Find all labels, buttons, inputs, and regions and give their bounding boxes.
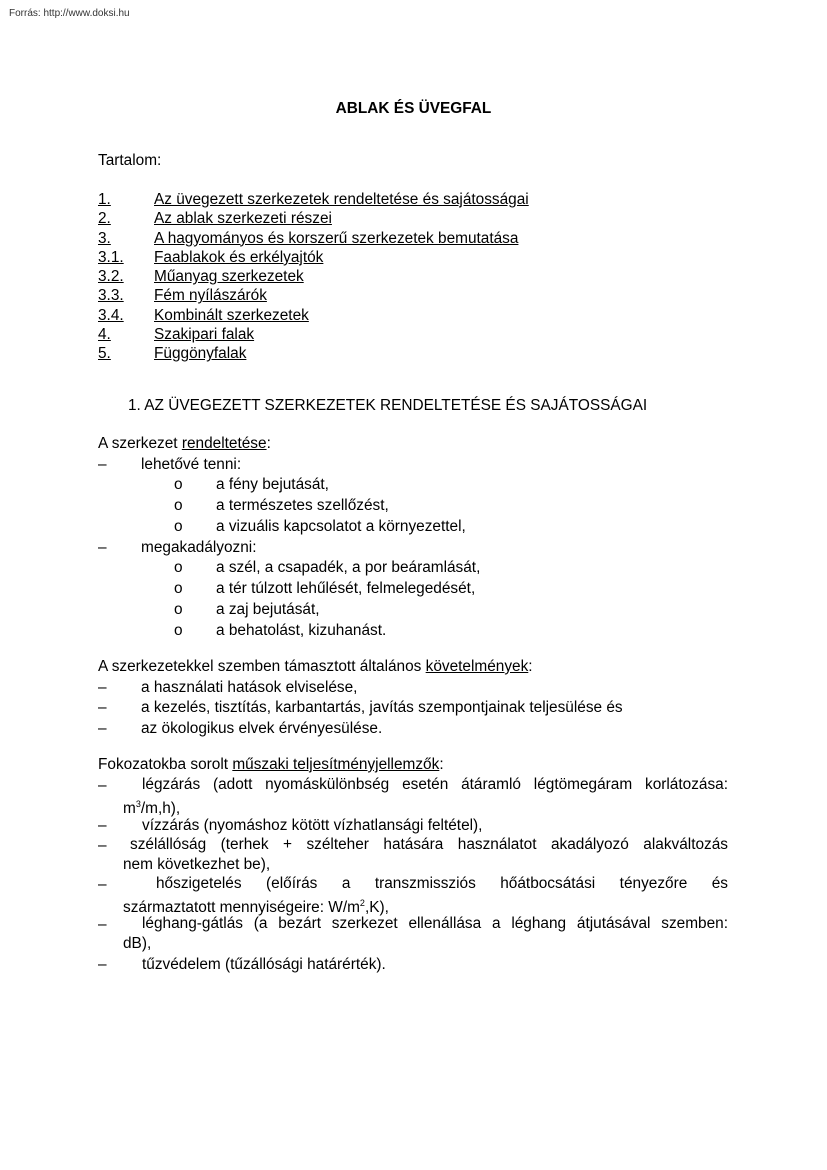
performance-item-sound-insulation: léghang-gátlás (a bezárt szerkezet ellenállása a léghang átjutásával szemben: [142,915,728,932]
unit-superscript: 2 [359,898,365,908]
toc-item[interactable] [98,248,529,267]
toc-item[interactable] [98,267,529,286]
source-url: Forrás: http://www.doksi.hu [9,8,130,19]
bullet-marker: o [174,601,183,618]
performance-intro [98,755,444,774]
toc-label: Szakipari falak [154,326,255,344]
performance-intro-prefix: Fokozatokba sorolt [98,756,233,773]
purpose-intro-suffix: : [266,435,271,452]
toc-item[interactable] [98,190,529,209]
section-heading: 1. AZ ÜVEGEZETT SZERKEZETEK RENDELTETÉSE ÉS SAJÁTOSSÁGAI [128,397,648,414]
dash-marker: – [98,679,107,696]
purpose-list-item: a szél, a csapadék, a por beáramlását, [216,559,481,576]
toc-number: 3.1. [98,248,124,266]
toc-number: 3.2. [98,268,124,286]
performance-item-wind-resistance: szélállóság (terhek + szélteher hatására használatot akadályozó alakváltozás [130,836,728,853]
toc-label: Fém nyílászárók [154,287,267,305]
toc-label: Faablakok és erkélyajtók [154,248,324,266]
performance-item-sound-insulation-cont: dB), [123,935,152,952]
toc-label: Kombinált szerkezetek [154,306,309,324]
dash-marker: – [98,837,107,854]
requirement-item: a használati hatások elviselése, [141,679,358,696]
requirements-intro [98,657,533,676]
performance-item-airtightness-cont [123,795,180,818]
bullet-marker: o [174,559,183,576]
toc-label: Függönyfalak [154,345,247,363]
purpose-list-item: a fény bejutását, [216,476,329,493]
unit-text: származtatott mennyiségeire: W/m [123,899,360,916]
toc-item[interactable] [98,229,529,248]
toc-number: 3.3. [98,287,124,305]
bullet-marker: o [174,622,183,639]
toc-label: A hagyományos és korszerű szerkezetek bemutatása [154,229,519,247]
bullet-marker: o [174,497,183,514]
dash-marker: – [98,699,107,716]
toc-number: 1. [98,191,111,208]
performance-item-wind-resistance-cont: nem következhet be), [123,856,271,873]
performance-item-airtightness: légzárás (adott nyomáskülönbség esetén átáramló légtömegáram korlátozása: [142,776,728,793]
purpose-group-label: megakadályozni: [141,539,257,556]
toc-number: 3. [98,229,111,247]
purpose-list-item: a tér túlzott lehűlését, felmelegedését, [216,580,476,597]
dash-marker: – [98,916,107,933]
performance-intro-suffix: : [439,756,444,773]
performance-item-thermal-insulation: hőszigetelés (előírás a transzmissziós hőátbocsátási tényezőre és [156,875,728,892]
unit-superscript: 3 [135,799,141,809]
toc-number: 4. [98,326,111,344]
toc-item[interactable] [98,209,529,228]
toc-item[interactable] [98,306,529,325]
dash-marker: – [98,817,107,834]
unit-text: /m,h), [140,800,181,817]
requirement-item: az ökologikus elvek érvényesülése. [141,720,383,737]
toc-label: Az üvegezett szerkezetek rendeltetése és sajátosságai [154,191,529,208]
bullet-marker: o [174,476,183,493]
purpose-list-item: a természetes szellőzést, [216,497,389,514]
performance-item-watertightness: vízzárás (nyomáshoz kötött vízhatlansági feltétel), [142,817,483,834]
dash-marker: – [98,956,107,973]
document-title: ABLAK ÉS ÜVEGFAL [335,100,492,117]
dash-marker: – [98,777,107,794]
performance-intro-keyword: műszaki teljesítményjellemzők [232,756,440,773]
bullet-marker: o [174,518,183,535]
dash-marker: – [98,876,107,893]
unit-text: ,K), [364,899,389,916]
toc-number: 2. [98,210,111,228]
purpose-intro [98,434,271,453]
purpose-intro-prefix: A szerkezet [98,435,182,452]
toc-number: 5. [98,345,111,363]
purpose-list-item: a behatolást, kizuhanást. [216,622,387,639]
performance-item-thermal-insulation-cont [123,894,389,917]
purpose-group-label: lehetővé tenni: [141,456,242,473]
toc-number: 3.4. [98,306,124,324]
dash-marker: – [98,539,107,556]
toc-item[interactable] [98,344,529,363]
dash-marker: – [98,456,107,473]
toc-item[interactable] [98,286,529,305]
dash-marker: – [98,720,107,737]
bullet-marker: o [174,580,183,597]
purpose-list-item: a zaj bejutását, [216,601,320,618]
requirements-intro-prefix: A szerkezetekkel szemben támasztott általános [98,658,426,675]
purpose-intro-keyword: rendeltetése [181,435,267,452]
performance-item-fire-protection: tűzvédelem (tűzállósági határérték). [142,956,386,973]
table-of-contents [98,190,529,364]
toc-label: Műanyag szerkezetek [154,268,304,286]
requirements-intro-keyword: követelmények [425,658,529,675]
unit-text: m [123,800,136,817]
purpose-list-item: a vizuális kapcsolatot a környezettel, [216,518,466,535]
toc-label: Az ablak szerkezeti részei [154,210,332,228]
toc-heading: Tartalom: [98,152,162,169]
requirements-intro-suffix: : [528,658,533,675]
toc-item[interactable] [98,325,529,344]
requirement-item: a kezelés, tisztítás, karbantartás, javítás szempontjainak teljesülése és [141,699,623,716]
